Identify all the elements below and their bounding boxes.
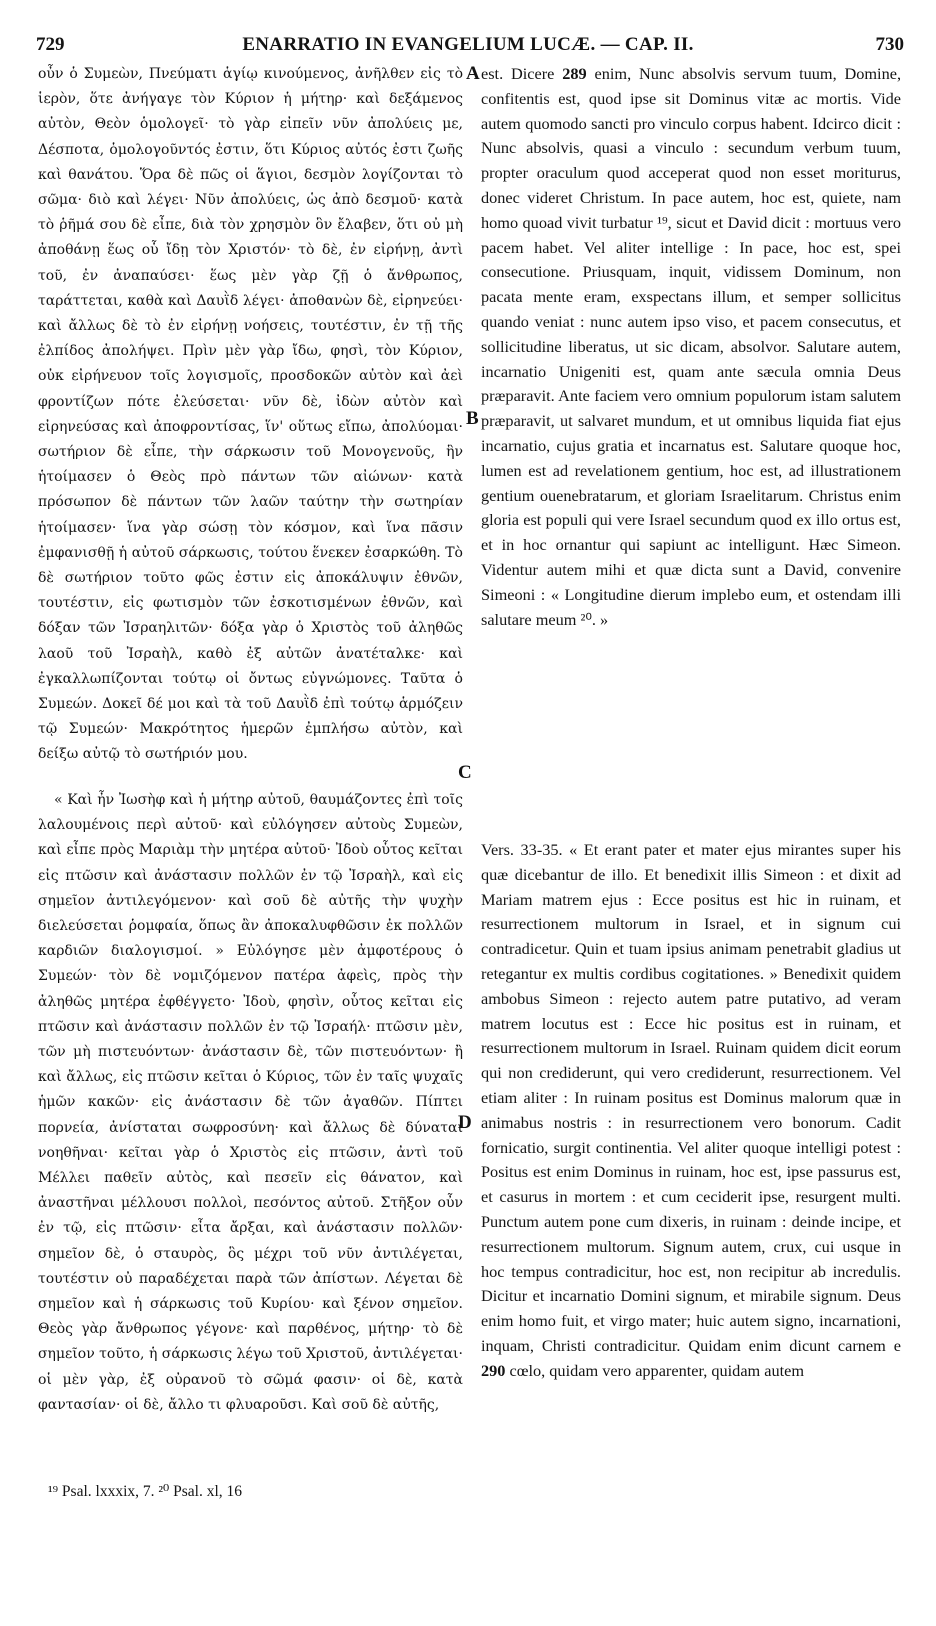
latin-para2-body: Vers. 33-35. « Et erant pater et mater ejus mirantes super his quæ dicebantur de illo. Et benedixit illis Simeon : et dixit ad Mariam matrem ejus : Ecce positus est hic in ruinam, et resurrectionem multorum in Israel, et in signum cui contradicetur. Quin et tuam ipsius animam penetrabit gladius ut retegantur ex multis cordibus cogitationes. » Benedixit quidem ambobus Simeon : rejecto autem patre putativo, ad veram matrem locutus est : Ecce hic positus est in ruinam, et resurrectionem multorum in Israel. Ruinam quidem dicit eorum qui non crediderunt, qui vero crediderunt, resurrectionem. Vel etiam aliter : In ruinam positus est Dominus malorum quæ in animabus nostris : in resurrectionem vero bonorum. Cadit fornicatio, surgit continentia. Vel aliter quoque intelligi potest : Positus est enim Dominus in ruinam, hoc est, ipse passurus est, et casurus in mortem : et cum ceciderit ipse, resurgent multi. Punctum autem pone cum dixeris, in ruinam : deinde incipe, et resurrectionem multorum. Signum autem, crux, cui usque in hoc tempus contradicitur, hoc est, non recipitur ab incredulis. Dicitur et incarnatio Domini signum, et mirabile signum. Deus enim homo fuit, et virgo mater; huic autem signo, incarnationi, inquam, Christi contradicitur. Quidam enim dicunt carnem e [481,840,901,1355]
latin-paragraph-2 [481,838,901,1626]
latin-para1-start: est. Dicere [481,64,555,83]
latin-para2-end: cœlo, quidam vero apparenter, quidam autem [509,1360,805,1380]
page-number-right: 730 [875,34,904,55]
latin-column [481,62,901,1626]
latin-paragraph-1 [481,62,901,742]
greek-paragraph-2: « Καὶ ἦν Ἰωσὴφ καὶ ἡ μήτηρ αὐτοῦ, θαυμάζοντες ἐπὶ τοῖς λαλουμένοις περὶ αὐτοῦ· καὶ εὐλόγησεν αὐτοὺς Συμεὼν, καὶ εἶπε πρὸς Μαριὰμ τὴν μητέρα αὐτοῦ· Ἰδοὺ οὗτος κεῖται εἰς πτῶσιν καὶ ἀνάστασιν πολλῶν ἐν τῷ Ἰσραὴλ, καὶ εἰς σημεῖον ἀντιλεγόμενον· καὶ σοῦ δὲ αὐτῆς τὴν ψυχὴν διελεύσεται ῥομφαία, ὅπως ἂν ἀποκαλυφθῶσιν ἐκ πολλῶν καρδιῶν διαλογισμοί. » Εὐλόγησε μὲν ἀμφοτέρους ὁ Συμεών· τὸν δὲ νομιζόμενον πατέρα ἀφεὶς, πρὸς τὴν ἀληθῶς μητέρα ἐφθέγγετο· Ἰδοὺ, φησὶν, οὗτος κεῖται εἰς πτῶσιν καὶ ἀνάστασιν πολλῶν ἐν τῷ Ἰσραήλ· πτῶσιν μὲν, τῶν μὴ πιστευόντων· ἀνάστασιν δὲ, τῶν πιστευόντων· ἢ καὶ ἄλλως, εἰς πτῶσιν κεῖται ὁ Κύριος, τῶν ἐν ταῖς ψυχαῖς ἡμῶν κακῶν· εἰς ἀνάστασιν δὲ τῶν ἀγαθῶν. Πίπτει πορνεία, ἀνίσταται σωφροσύνη· καὶ ἄλλως δὲ δύναται νοηθῆναι· κεῖται γὰρ ὁ Χριστὸς εἰς πτῶσιν, ἀντὶ τοῦ Μέλλει παθεῖν αὐτὸς, καὶ πεσεῖν εἰς θάνατον, καὶ ἀναστῆναι μέλλουσι πολλοὶ, πεσόντος αὐτοῦ. Στῆξον οὖν ἐν τῷ, εἰς πτῶσιν· εἶτα ἄρξαι, καὶ ἀνάστασιν πολλῶν· σημεῖον δὲ, ὁ σταυρὸς, ὃς μέχρι τοῦ νῦν ἀντιλέγεται, τουτέστιν οὐ παραδέχεται παρὰ τῶν ἀπίστων. Λέγεται δὲ σημεῖον καὶ ἡ σάρκωσις τοῦ Κυρίου· καὶ ξένον σημεῖον. Θεὸς γὰρ ἄνθρωπος γέγονε· καὶ παρθένος, μήτηρ· τὸ δὲ σημεῖον τοῦτο, ἡ σάρκωσις λέγω τοῦ Χριστοῦ, ἀντιλέγεται· οἱ μὲν γὰρ, ἐξ οὐρανοῦ τὸ σῶμά φασιν· οἱ δὲ, κατὰ φαντασίαν· οἱ δὲ, ἄλλο τι φλυαροῦσι. Καὶ σοῦ δὲ αὐτῆς, [38,792,463,1413]
latin-para1-rest: enim, Nunc absolvis servum tuum, Domine, confitentis est, quod ipse sit Dominus vitæ ac mortis. Vide autem quomodo sancti pro vinculo corpus habent. Idcirco dicit : Nunc absolvis, quasi a vinculo : secundum verbum tuum, propter oraculum quod acceperat quod non esset moriturus, donec videret Christum. In pace autem, hoc est, quiete, nam homo quoad vivit turbatur ¹⁹, sicut et David dicit : mortuus vero pacem habet. Vel aliter intellige : In pace, hoc est, spei consecutione. Priusquam, inquit, vidissem Dominum, non pacata mente eram, exspectans illum, et semper sollicitus quando veniat : nunc autem ipso viso, et pacem consecutus, et sollicitudine liberatus, ut sic dicam, absolvor. Salutare autem, incarnatio Unigeniti est, quam ante sæcula omnia Deus præparavit. Ante faciem vero omnium populorum istam salutem præparavit, ut salvaret mundum, et ut omnibus liquida fiat ejus incarnatio, cujus gratia et incarnatus est. Salutare quoque hoc, lumen est ad revelationem gentium, hoc est, ad illustrationem gentium ouenebratarum, et gloriam Israelitarum. Christus enim gloria est populi qui vere Israel secundum quod ex illo ortus est, et in hoc ornantur qui sapiunt ac intelligunt. Hæc Simeon. Videntur autem mihi et quæ dicta sunt a David, convenire Simeoni : « Longitudine dierum implebo eum, et ostendam illi salutare meum ²⁰. » [481,64,901,629]
margin-marker-b: B [466,408,479,429]
margin-marker-a: A [466,63,480,84]
margin-marker-c: C [458,762,472,783]
page-number-left: 729 [36,34,65,55]
greek-column [38,62,463,1528]
running-header [32,34,904,58]
footnotes: ¹⁹ Psal. lxxxix, 7. ²⁰ Psal. xl, 16 [48,1483,243,1500]
margin-marker-d: D [458,1112,472,1133]
inline-page-number-290: 290 [481,1360,506,1380]
running-title: ENARRATIO IN EVANGELIUM LUCÆ. — CAP. II. [242,34,694,55]
greek-paragraph-1: οὖν ὁ Συμεὼν, Πνεύματι ἁγίῳ κινούμενος, ἀνῆλθεν εἰς τὸ ἱερὸν, ὅτε ἀνήγαγε τὸν Κύριον ἡ μήτηρ· καὶ δεξάμενος αὐτὸν, Θεὸν ὁμολογεῖ· τὸ γὰρ εἰπεῖν νῦν ἀπολύεις με, Δέσποτα, ὁμολογοῦντός ἐστιν, ὅτι Κύριος αὐτός ἐστι ζωῆς καὶ θανάτου. Ὅρα δὲ πῶς οἱ ἅγιοι, δεσμὸν λογίζονται τὸ σῶμα· διὸ καὶ λέγει· Νῦν ἀπολύεις, ὡς ἀπὸ δεσμοῦ· κατὰ τὸ ῥῆμά σου δὲ εἶπε, διὰ τὸν χρησμὸν ὃν ἔλαβεν, ὅτι οὐ μὴ ἀποθάνῃ ἕως οὗ ἴδῃ τὸν Χριστόν· τὸ δὲ, ἐν εἰρήνῃ, ἀντὶ τοῦ, ἐν ἀναπαύσει· ἕως μὲν γὰρ ζῇ ὁ ἄνθρωπος, ταράττεται, καθὰ καὶ Δαυῒδ λέγει· ἀποθανὼν δὲ, εἰρηνεύει· καὶ ἄλλως δὲ τὸ ἐν εἰρήνῃ νοήσεις, τουτέστιν, ἐν τῇ τῆς ἐλπίδος ἀπολήψει. Πρὶν μὲν γὰρ ἴδω, φησὶ, τὸν Κύριον, οὐκ εἰρήνευον τοῖς λογισμοῖς, προσδοκῶν αὐτὸν καὶ ἀεὶ φροντίζων πότε ἐλεύσεται· νῦν δὲ, ἰδὼν αὐτὸν καὶ εἰρηνεύσας καὶ ἀποφροντίσας, ἵν' οὕτως εἴπω, ἀπολύομαι· σωτήριον δὲ εἶπε, τὴν σάρκωσιν τοῦ Μονογενοῦς, ἣν ἡτοίμασεν ὁ Θεὸς πρὸ πάντων τῶν αἰώνων· κατὰ πρόσωπον δὲ πάντων τῶν λαῶν ταύτην τὴν σωτηρίαν ἡτοίμασεν· ἵνα γὰρ σώσῃ τὸν κόσμον, καὶ ἵνα πᾶσιν ἐμφανισθῇ ἡ αὐτοῦ σάρκωσις, τούτου ἕνεκεν ἐσαρκώθη. Τὸ δὲ σωτήριον τοῦτο φῶς ἐστιν εἰς ἀποκάλυψιν ἐθνῶν, τουτέστιν, εἰς φωτισμὸν τῶν ἐσκοτισμένων ἐθνῶν, καὶ δόξαν τῶν Ἰσραηλιτῶν· δόξα γὰρ ὁ Χριστὸς τοῦ ἀληθῶς λαοῦ τοῦ Ἰσραὴλ, καθὸ ἐξ αὐτῶν ἀνατέταλκε· καὶ ἐγκαλλωπίζονται τούτῳ οἱ ὄντως εὐγνώμονες. Ταῦτα ὁ Συμεών. Δοκεῖ δέ μοι καὶ τὰ τοῦ Δαυῒδ ἐπὶ τούτῳ ἁρμόζειν τῷ Συμεών· Μακρότητος ἡμερῶν ἐμπλήσω αὐτὸν, καὶ δείξω αὐτῷ τὸ σωτήριόν μου. [38,66,463,763]
inline-page-number-289: 289 [562,64,587,83]
